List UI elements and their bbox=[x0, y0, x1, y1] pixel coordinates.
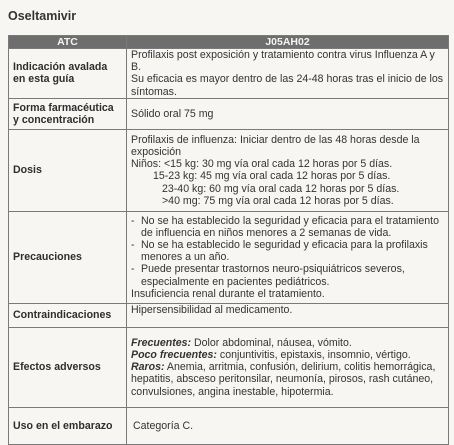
table-header-row bbox=[9, 36, 449, 49]
indicacion-line: Su eficacia es mayor dentro de las 24-48 horas tras el inicio de los bbox=[131, 73, 444, 86]
row-label-indicacion: Indicación avalada en esta guía bbox=[9, 49, 127, 99]
raros-line: hepatitis, absceso peritonsilar, neumonía, pirosos, rash cutáneo, bbox=[131, 373, 434, 386]
dosis-line: Profilaxis de influenza: Iniciar dentro de las 48 horas desde la bbox=[131, 133, 420, 146]
frecuentes-value: Dolor abdominal, náusea, vómito. bbox=[194, 336, 352, 349]
poco-value: conjuntivitis, epistaxis, insomnio, vértigo. bbox=[219, 349, 411, 361]
header-atc: ATC bbox=[9, 36, 127, 49]
raros-line: convulsiones, angina inestable, hipotermia. bbox=[131, 385, 334, 398]
dosis-line: exposición bbox=[131, 145, 182, 158]
row-label-precauciones: Precauciones bbox=[9, 211, 127, 303]
efectos-frecuentes bbox=[131, 337, 444, 349]
precauciones-line: menores a un año. bbox=[141, 251, 230, 264]
precauciones-line: - Puede presentar trastornos neuro-psiquiátricos severos, bbox=[131, 263, 444, 275]
row-label-efectos: Efectos adversos bbox=[9, 327, 127, 407]
header-atc-code: J05AH02 bbox=[127, 36, 449, 49]
row-label-dosis: Dosis bbox=[9, 129, 127, 211]
row-value-embarazo: Categoría C. bbox=[127, 407, 449, 444]
dosis-line: Niños: <15 kg: 30 mg vía oral cada 12 horas por 5 días. bbox=[131, 158, 393, 171]
row-value-forma: Sólido oral 75 mg bbox=[127, 98, 449, 129]
document-title: Oseltamivir bbox=[8, 9, 77, 23]
drug-info-table bbox=[8, 35, 449, 445]
frecuentes-label: Frecuentes: bbox=[131, 336, 192, 349]
row-label-embarazo: Uso en el embarazo bbox=[9, 407, 127, 444]
poco-label: Poco frecuentes: bbox=[131, 349, 217, 361]
row-value-contraindicaciones: Hipersensibilidad al medicamento. bbox=[127, 303, 449, 327]
dosis-line: 15-23 kg: 45 mg vía oral cada 12 horas por 5 días. bbox=[153, 170, 391, 183]
row-value-precauciones bbox=[127, 211, 449, 303]
efectos-raros bbox=[131, 361, 444, 373]
table-row-indicacion bbox=[9, 49, 449, 99]
table-row-dosis bbox=[9, 129, 449, 211]
indicacion-line: Profilaxis post exposición y tratamiento contra virus Influenza A y B. bbox=[131, 49, 435, 74]
precauciones-line: - No se ha establecido le seguridad y eficacia para la profilaxis bbox=[131, 239, 444, 251]
row-value-dosis bbox=[127, 129, 449, 211]
raros-label: Raros: bbox=[131, 361, 165, 374]
indicacion-line: síntomas. bbox=[131, 85, 177, 98]
precauciones-line: de influencia en niños menores a 2 semanas de vida. bbox=[141, 226, 392, 239]
row-label-contraindicaciones: Contraindicaciones bbox=[9, 303, 127, 327]
table-row-contraindicaciones bbox=[9, 303, 449, 327]
table-row-precauciones bbox=[9, 211, 449, 303]
dosis-line: 23-40 kg: 60 mg vía oral cada 12 horas por 5 días. bbox=[162, 182, 400, 195]
row-label-forma: Forma farmacéutica y concentración bbox=[9, 98, 127, 129]
precauciones-line: - No se ha establecido la seguridad y eficacia para el tratamiento bbox=[131, 215, 444, 227]
efectos-poco bbox=[131, 349, 444, 361]
raros-value: Anemia, arritmia, confusión, delirium, colitis hemorrágica, bbox=[166, 361, 436, 374]
table-row-efectos bbox=[9, 327, 449, 407]
precauciones-line: Insuficiencia renal durante el tratamiento. bbox=[131, 287, 325, 300]
row-value-efectos bbox=[127, 327, 449, 407]
dosis-line: >40 mg: 75 mg vía oral cada 12 horas por 5 días. bbox=[162, 194, 394, 207]
table-row-embarazo bbox=[9, 407, 449, 444]
row-value-indicacion bbox=[127, 49, 449, 99]
precauciones-line: especialmente en pacientes pediátricos. bbox=[141, 275, 330, 288]
table-row-forma bbox=[9, 98, 449, 129]
